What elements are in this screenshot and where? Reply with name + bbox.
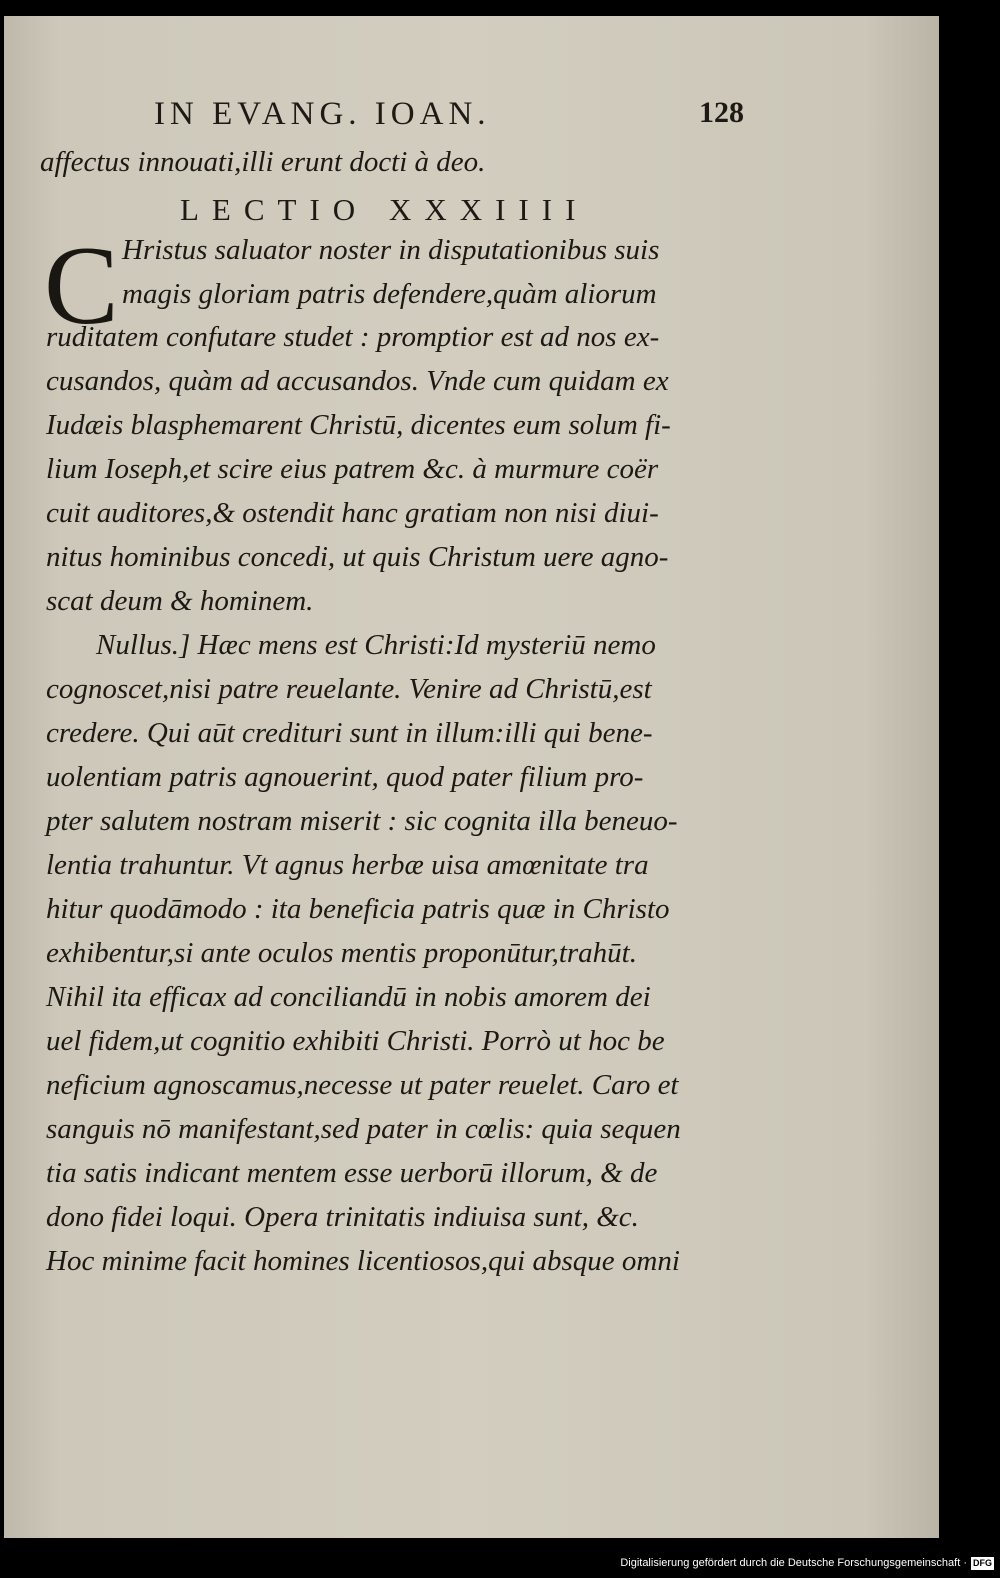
text-line: nitus hominibus concedi, ut quis Christum uere agno- [46,541,669,573]
text-line: magis gloriam patris defendere,quàm aliorum [122,278,657,310]
text-line: Hoc minime facit homines licentiosos,qui absque omni [46,1245,680,1277]
text-line: uolentiam patris agnouerint, quod pater filium pro- [46,761,644,793]
dfg-logo: DFG [973,1557,992,1568]
text-line: scat deum & hominem. [46,585,314,617]
text-line: cognoscet,nisi patre reuelante. Venire ad Christū,est [46,673,652,705]
text-line: dono fidei loqui. Opera trinitatis indiuisa sunt, &c. [46,1201,639,1233]
text-line: sanguis nō manifestant,sed pater in cœlis: quia sequen [46,1113,681,1145]
text-line: cuit auditores,& ostendit hanc gratiam non nisi diui- [46,497,659,529]
text-line: ruditatem confutare studet : promptior est ad nos ex- [46,321,660,353]
text-line: Nihil ita efficax ad conciliandū in nobis amorem dei [46,981,651,1013]
text-line: lium Ioseph,et scire eius patrem &c. à murmure coër [46,453,659,485]
text-line: tia satis indicant mentem esse uerborū illorum, & de [46,1157,658,1189]
text-line: lentia trahuntur. Vt agnus herbæ uisa amœnitate tra [46,849,649,881]
text-line: cusandos, quàm ad accusandos. Vnde cum quidam ex [46,365,669,397]
credit-text: Digitalisierung gefördert durch die Deutsche Forschungsgemeinschaft · [620,1557,967,1569]
text-line: exhibentur,si ante oculos mentis proponūtur,trahūt. [46,937,637,969]
text-line: pter salutem nostram miserit : sic cognita illa beneuo- [46,805,678,837]
text-line: Iudæis blasphemarent Christū, dicentes eum solum fi- [46,409,671,441]
book-page [4,16,939,1538]
running-title: IN EVANG. IOAN. [154,96,491,132]
text-line: hitur quodāmodo : ita beneficia patris quæ in Christo [46,893,670,925]
page-header [154,96,744,136]
carryover-line: affectus innouati,illi erunt docti à deo. [40,146,486,178]
digitization-credit [620,1554,994,1572]
text-line: credere. Qui aūt credituri sunt in illum:illi qui bene- [46,717,653,749]
drop-cap: C [44,224,119,348]
section-heading: LECTIO XXXIIII [180,192,589,227]
text-line: Hristus saluator noster in disputationibus suis [122,234,660,266]
text-line: uel fidem,ut cognitio exhibiti Christi. Porrò ut hoc be [46,1025,665,1057]
text-line: Nullus.] Hæc mens est Christi:Id mysteriū nemo [96,629,656,661]
page-number: 128 [699,96,744,129]
text-line: neficium agnoscamus,necesse ut pater reuelet. Caro et [46,1069,679,1101]
